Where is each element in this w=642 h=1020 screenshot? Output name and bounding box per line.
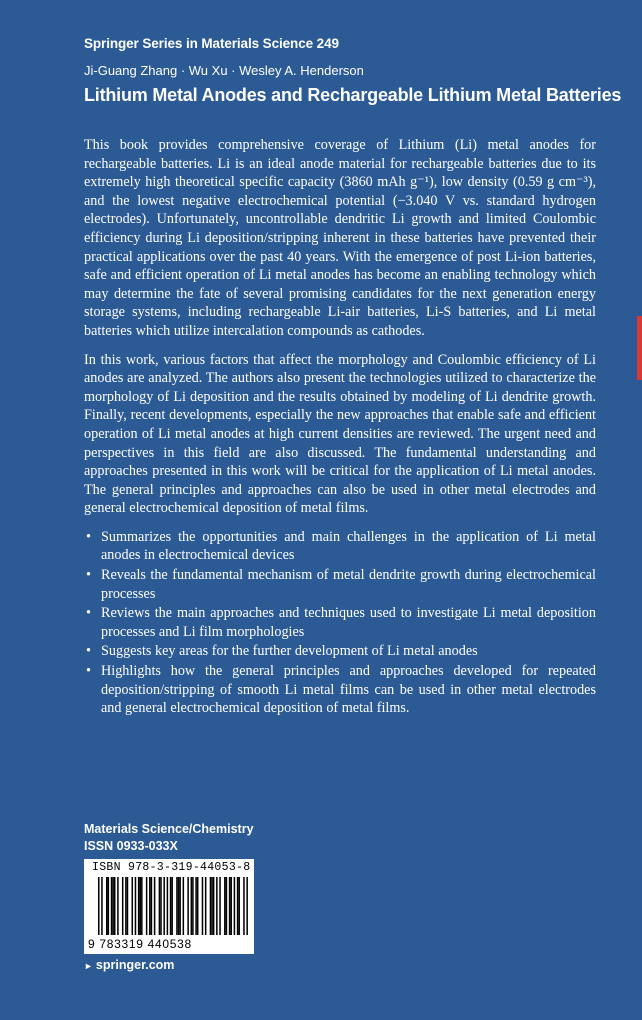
series-title: Springer Series in Materials Science 249 [84,36,339,51]
barcode-bar [125,877,127,935]
barcode-bar [197,877,199,935]
book-description [84,136,596,719]
barcode-bar [205,877,207,935]
barcode-bar [159,877,161,935]
barcode-bar [179,877,181,935]
barcode-bar [146,877,148,935]
barcode-bar [238,877,240,935]
feature-item: • Summarizes the opportunities and main challenges in the application of Li metal anodes in electrochemical devices [84,528,596,565]
barcode-bar [135,877,137,935]
feature-item: • Suggests key areas for the further development of Li metal anodes [84,642,596,661]
barcode-bar [176,877,178,935]
barcode-bar [210,877,212,935]
barcode-bar [112,877,114,935]
spine-accent-tab [637,316,642,380]
description-paragraph-1: This book provides comprehensive coverage of Lithium (Li) metal anodes for rechargeable batteries. Li is an ideal anode material for rechargeable batteries due to its extremely high theoretical specific capacity (3860 mAh g⁻¹), low density (0.59 g cm⁻³), and the lowest negative electrochemical potential (−3.040 V vs. standard hydrogen electrodes). Unfortunately, uncontrollable dendritic Li growth and limited Coulombic efficiency during Li deposition/stripping inherent in these batteries have prevented their practical applications over the past 40 years. With the emergence of post Li-ion batteries, safe and efficient operation of Li metal anodes has become an enabling technology which may determine the fate of several promising candidates for the next generation energy storage systems, including rechargeable Li-air batteries, Li-S batteries, and Li metal batteries which utilize intercalation compounds as cathodes. [84,137,596,339]
isbn-label: ISBN 978-3-319-44053-8 [92,861,251,874]
barcode-bar [224,877,226,935]
issn-number: ISSN 0933-033X [84,839,178,853]
barcode-bar [151,877,153,935]
barcode-bar [191,877,193,935]
barcode-bar [111,877,113,935]
barcode-bar [202,877,204,935]
barcode-bar [117,877,119,935]
barcode-bar [170,877,172,935]
feature-item: • Reviews the main approaches and techniques used to investigate Li metal deposition processes and Li film morphologies [84,604,596,641]
barcode-bar [132,877,134,935]
barcode-bar [246,877,248,935]
description-paragraph-2: In this work, various factors that affect the morphology and Coulombic efficiency of Li anodes are analyzed. The authors also present the technologies utilized to characterize the morphology of Li deposition and the results obtained by modeling of Li dendrite growth. Finally, recent developments, especially the new approaches that enable safe and efficient operation of Li metal anodes at high current densities are reviewed. The urgent need and perspectives in this field are also discussed. The fundamental understanding and approaches presented in this work will be critical for the application of Li metal anodes. The general principles and approaches can also be used in other metal electrodes and general electrochemical deposition of metal films. [84,351,596,517]
subject-category: Materials Science/Chemistry [84,822,254,836]
barcode-digits: 9 783319 440538 [88,937,192,951]
barcode-bar [139,877,141,935]
barcode-bar [243,877,245,935]
barcode-bar [192,877,194,935]
authors: Ji-Guang Zhang · Wu Xu · Wesley A. Henderson [84,63,364,78]
barcode-bars [98,877,248,935]
barcode-bar [127,877,129,935]
barcode-bar [114,877,116,935]
feature-list [84,528,596,718]
barcode-bar [171,877,173,935]
barcode-bar [178,877,180,935]
barcode-bar [195,877,197,935]
barcode-bar [230,877,232,935]
feature-item: • Highlights how the general principles and approaches developed for repeated deposition/stripping of smooth Li metal films can be used in other metal electrodes and general electrochemical deposition of metal films. [84,662,596,718]
barcode-bar [229,877,231,935]
barcode-bar [183,877,185,935]
barcode-bar [213,877,215,935]
arrow-right-icon: ► [84,961,93,971]
barcode-bar [226,877,228,935]
barcode-bar [108,877,110,935]
barcode-bar [187,877,189,935]
barcode-bar [234,877,236,935]
barcode-bar [101,877,103,935]
isbn-barcode [84,859,254,954]
barcode-bar [138,877,140,935]
barcode-bar [122,877,124,935]
publisher-website[interactable] [84,958,174,972]
barcode-bar [98,877,100,935]
barcode-bar [219,877,221,935]
book-title: Lithium Metal Anodes and Rechargeable Lithium Metal Batteries [84,85,622,105]
barcode-bar [163,877,165,935]
barcode-bar [141,877,143,935]
barcode-bar [149,877,151,935]
barcode-bar [160,877,162,935]
barcode-bar [211,877,213,935]
feature-item: • Reveals the fundamental mechanism of metal dendrite growth during electrochemical processes [84,566,596,603]
barcode-bar [237,877,239,935]
barcode-bar [167,877,169,935]
barcode-bar [216,877,218,935]
barcode-bar [154,877,156,935]
website-label: springer.com [95,958,175,972]
barcode-bar [106,877,108,935]
